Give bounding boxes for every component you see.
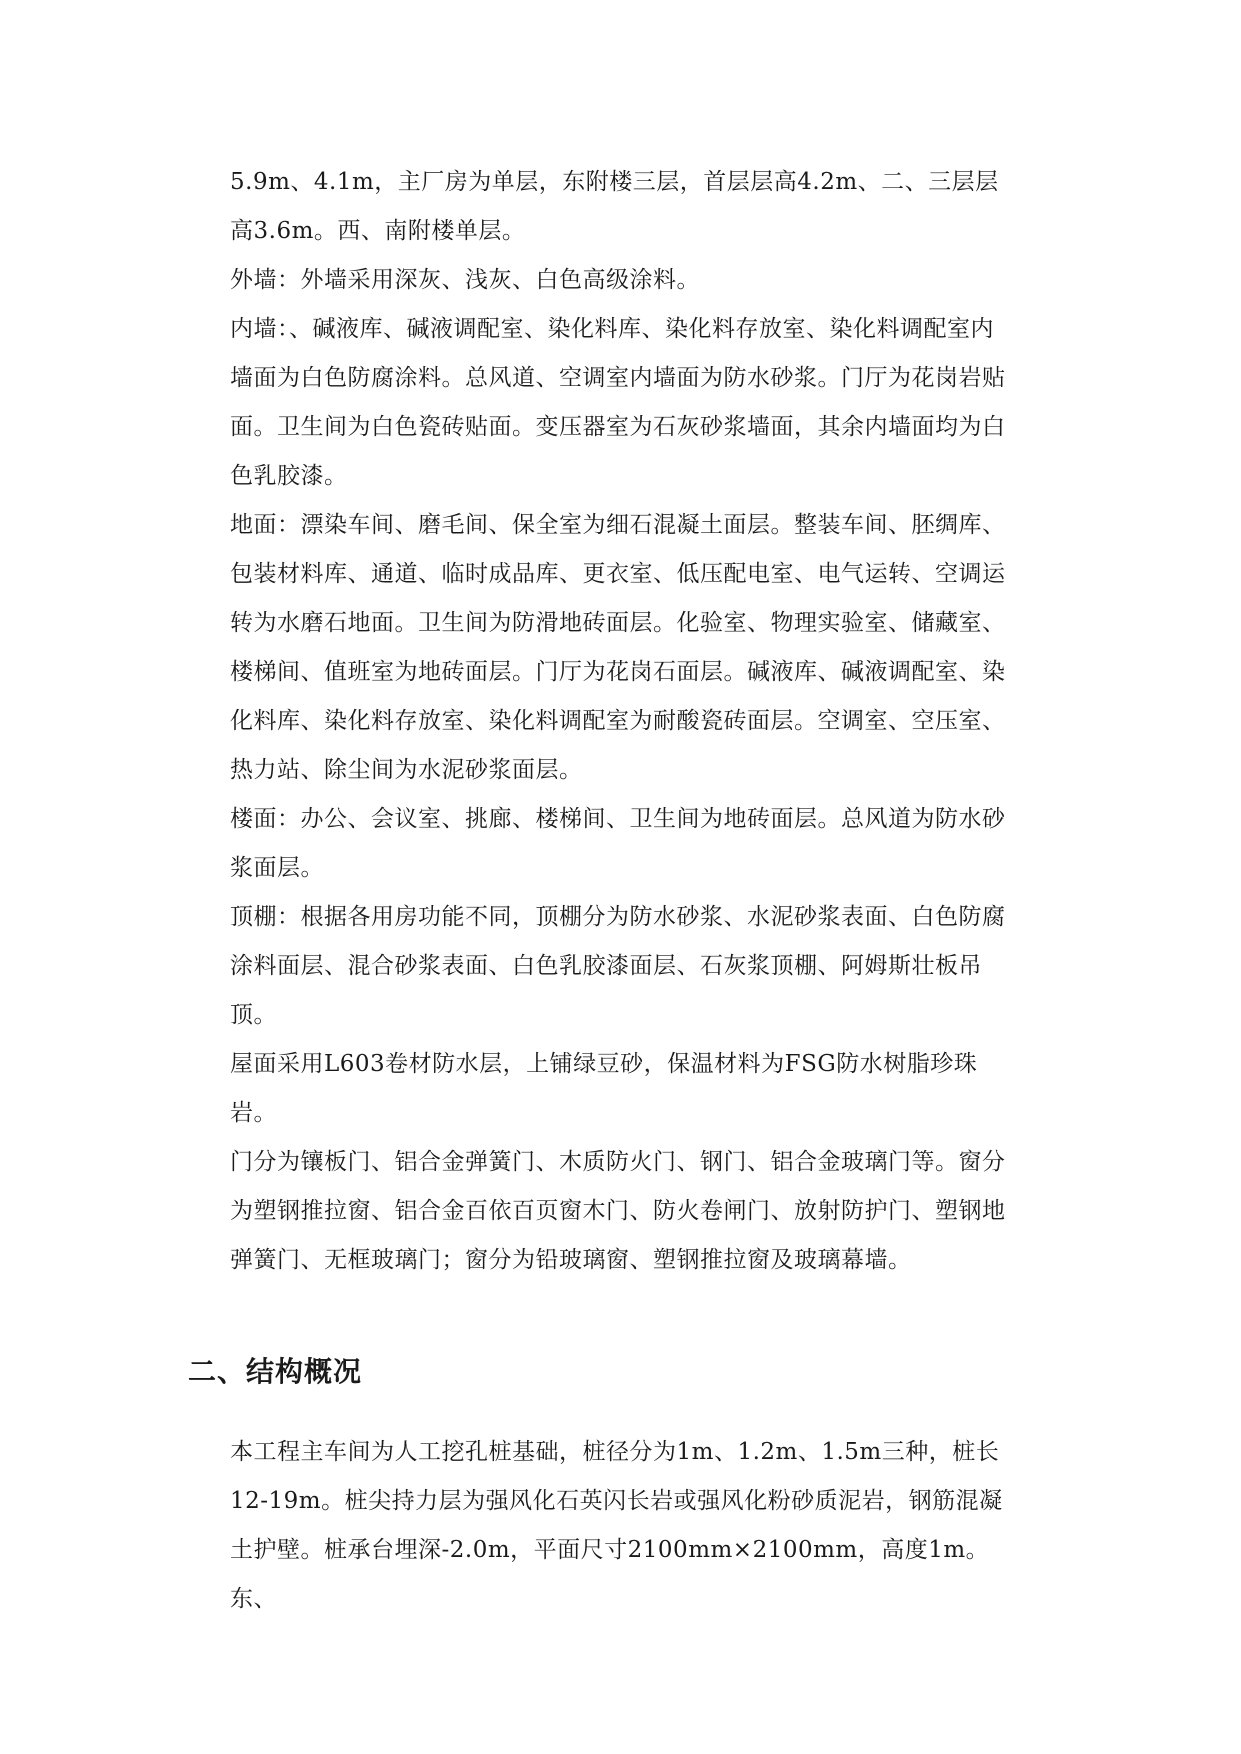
paragraph-building-heights: 5.9m、4.1m，主厂房为单层，东附楼三层，首层层高4.2m、二、三层层高3.6m。西、南附楼单层。: [230, 169, 999, 244]
paragraph-structure-overview: 本工程主车间为人工挖孔桩基础，桩径分为1m、1.2m、1.5m三种，桩长12-19m。桩尖持力层为强风化石英闪长岩或强风化粉砂质泥岩，钢筋混凝土护壁。桩承台埋深-2.0m，平面尺寸2100mm×2100mm，高度1m。东、: [230, 1439, 1003, 1612]
paragraph-interior-walls: 内墙：、碱液库、碱液调配室、染化料库、染化料存放室、染化料调配室内墙面为白色防腐涂料。总风道、空调室内墙面为防水砂浆。门厅为花岗岩贴面。卫生间为白色瓷砖贴面。变压器室为石灰砂浆墙面，其余内墙面均为白色乳胶漆。: [230, 316, 1006, 489]
paragraph-exterior-walls: 外墙：外墙采用深灰、浅灰、白色高级涂料。: [230, 267, 700, 293]
section-heading-structure: 二、结构概况: [188, 1355, 363, 1388]
paragraph-roof: 屋面采用L603卷材防水层，上铺绿豆砂，保温材料为FSG防水树脂珍珠岩。: [230, 1051, 978, 1126]
paragraph-doors-windows: 门分为镶板门、铝合金弹簧门、木质防火门、钢门、铝合金玻璃门等。窗分为塑钢推拉窗、铝合金百依百页窗木门、防火卷闸门、放射防护门、塑钢地弹簧门、无框玻璃门；窗分为铅玻璃窗、塑钢推拉窗及玻璃幕墙。: [230, 1149, 1006, 1273]
paragraph-floors: 地面：漂染车间、磨毛间、保全室为细石混凝土面层。整装车间、胚绸库、包装材料库、通道、临时成品库、更衣室、低压配电室、电气运转、空调运转为水磨石地面。卫生间为防滑地砖面层。化验室、物理实验室、储藏室、楼梯间、值班室为地砖面层。门厅为花岗石面层。碱液库、碱液调配室、染化料库、染化料存放室、染化料调配室为耐酸瓷砖面层。空调室、空压室、热力站、除尘间为水泥砂浆面层。: [230, 512, 1006, 783]
paragraph-upper-floors: 楼面：办公、会议室、挑廊、楼梯间、卫生间为地砖面层。总风道为防水砂浆面层。: [230, 806, 1006, 881]
paragraph-ceilings: 顶棚：根据各用房功能不同，顶棚分为防水砂浆、水泥砂浆表面、白色防腐涂料面层、混合砂浆表面、白色乳胶漆面层、石灰浆顶棚、阿姆斯壮板吊顶。: [230, 904, 1006, 1028]
